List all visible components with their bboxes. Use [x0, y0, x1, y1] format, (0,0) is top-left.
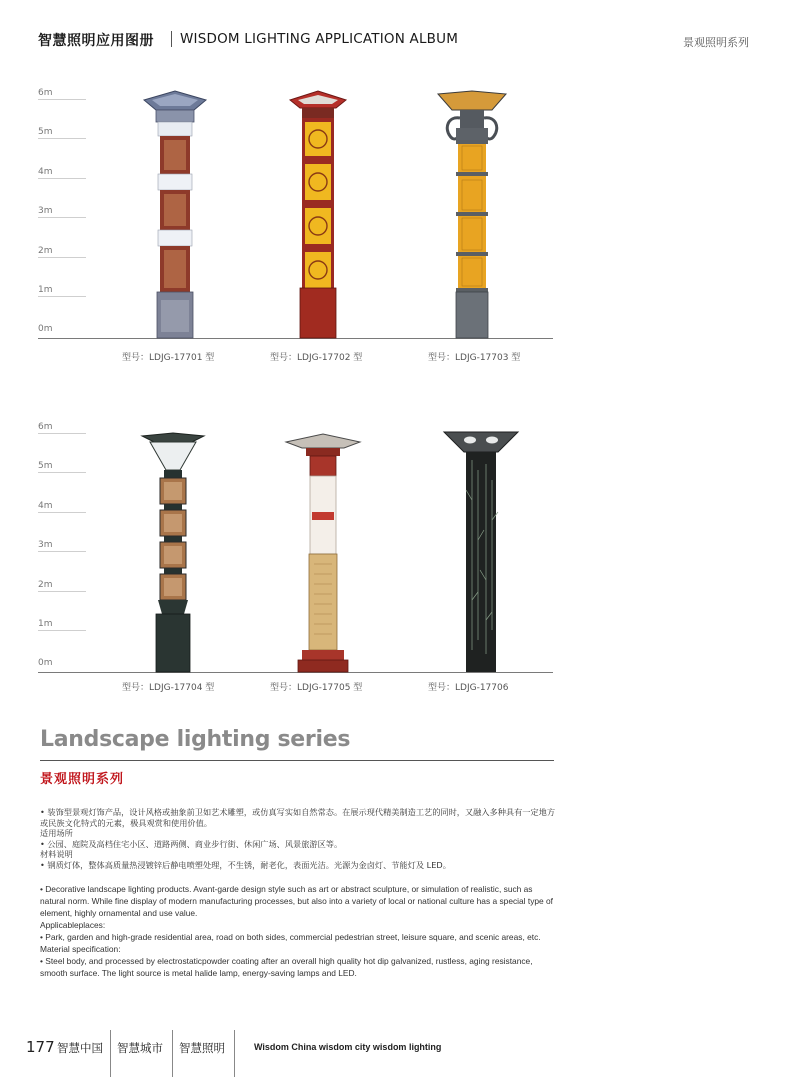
section-title-cn: 景观照明系列	[40, 772, 125, 787]
description-paragraph: • Park, garden and high-grade residential area, road on both sides, commercial pedestrian street, leisure square, and scenic areas, etc.	[40, 932, 541, 942]
description-paragraph: • Decorative landscape lighting products. Avant-garde design style such as art or abstract sculpture, or simulation of realistic, such as natural norm. While fine display of modern manufacturing processes, but also into a variety of local or national culture has a special type of element, highly ornamental and use value.	[40, 884, 554, 918]
header-divider	[171, 31, 172, 47]
footer-item: 智慧中国	[57, 1041, 103, 1055]
lamp-image-17706	[442, 430, 520, 674]
product-model-caption: 型号：LDJG-17705 型	[270, 683, 363, 693]
scale-tick: 4m	[38, 167, 86, 179]
scale-tick: 2m	[38, 246, 86, 258]
description-paragraph: • 公园、庭院及高档住宅小区、道路两侧、商业步行街、休闲广场、风景旅游区等。	[40, 838, 343, 849]
footer-item: 智慧城市	[117, 1041, 163, 1055]
description-subheading: 适用场所	[40, 828, 73, 839]
scale-tick: 6m	[38, 88, 86, 100]
description-subheading: Applicableplaces:	[40, 920, 106, 930]
scale-tick: 1m	[38, 285, 86, 297]
scale-tick: 3m	[38, 206, 86, 218]
section-divider	[40, 760, 554, 761]
description-subheading: 材料说明	[40, 849, 73, 860]
product-model-caption: 型号：LDJG-17704 型	[122, 683, 215, 693]
section-title-en: Landscape lighting series	[40, 727, 351, 752]
product-model-caption: 型号：LDJG-17703 型	[428, 353, 521, 363]
page-number: 177	[26, 1038, 55, 1056]
description-cn	[40, 807, 560, 871]
footer-tagline: Wisdom China wisdom city wisdom lighting	[254, 1042, 442, 1052]
description-en	[40, 883, 560, 979]
scale-tick: 0m	[38, 658, 53, 668]
scale-tick: 0m	[38, 324, 53, 334]
footer-divider	[234, 1030, 235, 1077]
product-model-caption: 型号：LDJG-17706	[428, 683, 509, 693]
header-series-label: 景观照明系列	[683, 36, 749, 49]
scale-tick: 6m	[38, 422, 86, 434]
description-subheading: Material specification:	[40, 944, 121, 954]
lamp-image-17702	[288, 88, 348, 340]
scale-tick: 4m	[38, 501, 86, 513]
product-model-caption: 型号：LDJG-17701 型	[122, 353, 215, 363]
scale-tick: 1m	[38, 619, 86, 631]
scale-tick: 5m	[38, 127, 86, 139]
lamp-image-17705	[284, 432, 362, 674]
description-paragraph: • 装饰型景观灯饰产品，设计风格或抽象前卫如艺术雕塑，或仿真写实如自然常态。在展示现代精美制造工艺的同时，又融入多种具有一定地方或民族文化特式的元素，极具观赏和使用价值。	[40, 807, 556, 828]
scale-tick: 5m	[38, 461, 86, 473]
scale-tick: 2m	[38, 580, 86, 592]
lamp-image-17704	[140, 430, 206, 674]
header-title-en: WISDOM LIGHTING APPLICATION ALBUM	[180, 31, 459, 47]
description-paragraph: • Steel body, and processed by electrostaticpowder coating after an overall high quality hot dip galvanized, rustless, aging resistance, smooth surface. The light source is metal halide lamp, energy-saving lamps and LED.	[40, 956, 533, 978]
footer-divider	[110, 1030, 111, 1077]
footer-divider	[172, 1030, 173, 1077]
scale-tick: 3m	[38, 540, 86, 552]
footer-item: 智慧照明	[179, 1041, 225, 1055]
lamp-image-17703	[436, 88, 508, 340]
product-model-caption: 型号：LDJG-17702 型	[270, 353, 363, 363]
lamp-image-17701	[142, 88, 208, 340]
description-paragraph: • 钢质灯体，整体高质量热浸镀锌后静电喷塑处理，不生锈，耐老化，表面光洁。光源为金卤灯、节能灯及 LED。	[40, 859, 451, 870]
header-title-cn: 智慧照明应用图册	[38, 33, 154, 49]
